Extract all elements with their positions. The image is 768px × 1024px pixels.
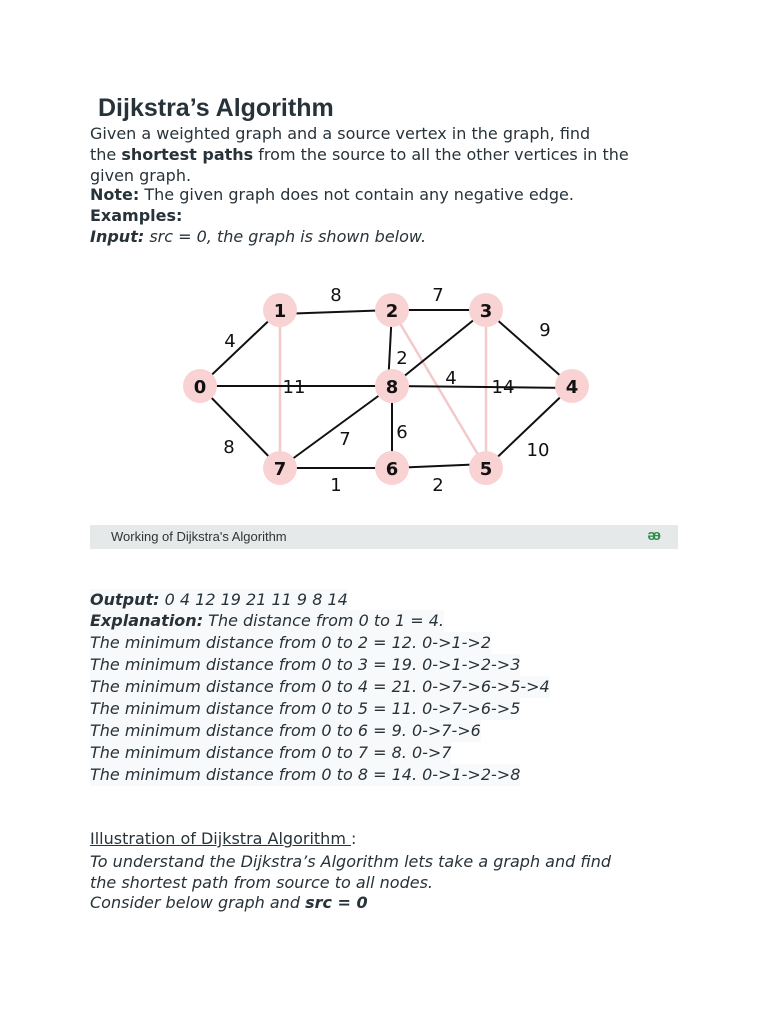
explanation-item: The minimum distance from 0 to 8 = 14. 0->1->2->8: [90, 765, 521, 784]
weight-2-8: 2: [396, 348, 408, 369]
node-7-label: 7: [273, 459, 287, 480]
output-line: Output: 0 4 12 19 21 11 9 8 14: [90, 590, 348, 609]
edge-7-8: [280, 386, 392, 468]
explanation-item: The minimum distance from 0 to 6 = 9. 0->7->6: [90, 721, 481, 740]
explanation-label: Explanation:: [90, 611, 204, 630]
edge-3-4: [486, 310, 572, 386]
output-label: Output:: [90, 590, 160, 609]
node-6-label: 6: [385, 459, 399, 480]
node-0-label: 0: [193, 377, 207, 398]
intro-line-3: given graph.: [90, 166, 192, 185]
edge-0-7: [200, 386, 280, 468]
edge-4-8: [392, 386, 572, 388]
weight-3-4: 9: [539, 320, 551, 341]
illustration-line-2: the shortest path from source to all nodes.: [90, 873, 433, 892]
weighted-graph-diagram: [170, 272, 600, 497]
weight-4-5: 10: [526, 440, 550, 461]
examples-label: Examples:: [90, 206, 183, 225]
explanation-item: The minimum distance from 0 to 5 = 11. 0->7->6->5: [90, 699, 521, 718]
input-label: Input:: [90, 227, 145, 246]
illustration-line-3: Consider below graph and src = 0: [90, 893, 368, 912]
gfg-logo-icon: əɘ: [647, 527, 658, 544]
weight-0-7: 8: [223, 437, 235, 458]
illustration-line-1: To understand the Dijkstra’s Algorithm lets take a graph and find: [90, 852, 611, 871]
src-bold: src = 0: [305, 893, 368, 912]
weight-0-8: 11: [282, 377, 306, 398]
explanation-item: The minimum distance from 0 to 7 = 8. 0->7: [90, 743, 452, 762]
shortest-paths-bold: shortest paths: [121, 145, 254, 164]
illustration-heading: Illustration of Dijkstra Algorithm :: [90, 829, 357, 848]
weight-0-1: 4: [224, 331, 236, 352]
node-3-label: 3: [479, 301, 493, 322]
intro-line-1: Given a weighted graph and a source vertex in the graph, find: [90, 124, 591, 143]
illustration-link[interactable]: Illustration of Dijkstra Algorithm: [90, 829, 351, 848]
weight-2-3: 7: [432, 285, 444, 306]
page-title: Dijkstra’s Algorithm: [98, 94, 334, 122]
weight-7-8: 7: [339, 429, 351, 450]
note-line: Note: The given graph does not contain any negative edge.: [90, 185, 574, 204]
explanation-line: Explanation: The distance from 0 to 1 = 4.: [90, 611, 445, 630]
note-label: Note:: [90, 185, 140, 204]
weight-3-8: 4: [445, 368, 457, 389]
explanation-item: The minimum distance from 0 to 3 = 19. 0->1->2->3: [90, 655, 521, 674]
node-4-label: 4: [565, 377, 579, 398]
node-8-label: 8: [385, 377, 399, 398]
node-1-label: 1: [273, 301, 287, 322]
weight-6-8: 6: [396, 422, 408, 443]
node-2-label: 2: [385, 301, 399, 322]
weight-4-8: 14: [491, 377, 515, 398]
explanation-item: The minimum distance from 0 to 2 = 12. 0->1->2: [90, 633, 492, 652]
intro-line-2: the shortest paths from the source to all the other vertices in the: [90, 145, 629, 164]
explanation-item: The minimum distance from 0 to 4 = 21. 0->7->6->5->4: [90, 677, 550, 696]
figure-caption-bar: [90, 525, 678, 549]
weight-6-7: 1: [330, 475, 342, 496]
weight-5-6: 2: [432, 475, 444, 496]
weight-1-2: 8: [330, 285, 342, 306]
input-line: Input: src = 0, the graph is shown below.: [90, 227, 427, 246]
figure-caption: Working of Dijkstra's Algorithm: [111, 529, 287, 544]
node-5-label: 5: [479, 459, 493, 480]
